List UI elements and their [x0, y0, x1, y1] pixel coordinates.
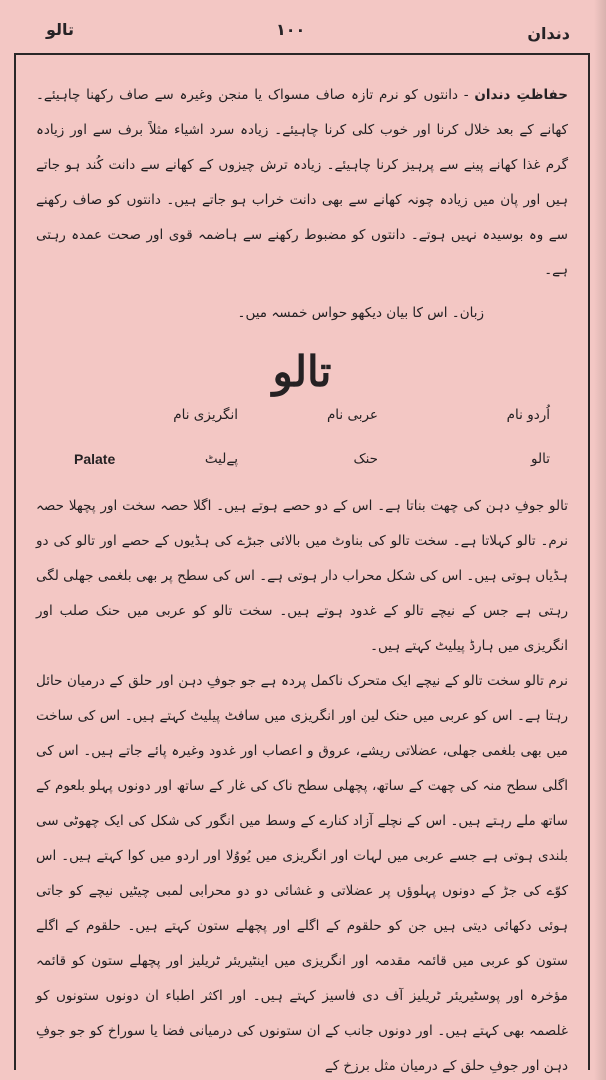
- hifazat-paragraph: [36, 78, 568, 288]
- arabic-name-header: عربی نام: [326, 407, 378, 423]
- arabic-name-value: حنک: [353, 451, 378, 467]
- page-content: [36, 78, 568, 1080]
- page-number: ۱۰۰: [276, 20, 306, 39]
- urdu-name-value: تالو: [531, 451, 550, 467]
- running-header: [18, 12, 588, 52]
- hifazat-heading: حفاظتِ دندان: [474, 87, 568, 103]
- names-table: [36, 403, 568, 485]
- header-section-title: تالو: [46, 20, 75, 39]
- zubaan-reference-note: زبان۔ اس کا بیان دیکھو حواس خمسہ میں۔: [237, 305, 484, 321]
- english-urdu-transliteration: پےلیٹ: [204, 451, 238, 467]
- palate-paragraph-2: نرم تالو سخت تالو کے نیچے ایک متحرک ناکمل پردہ ہے جو جوفِ دہن اور حلق کے درمیان حائل رہتا ہے۔ اس کو عربی میں حنک لین اور انگریزی میں سافٹ پیلیٹ کہتے ہیں۔ اس کی ساخت میں بھی بلغمی جھلی، عضلاتی ریشے، عروق و اعصاب اور غدود وغیرہ پائے جاتے ہیں۔ اس کی اگلی سطح منہ کی چھت کے ساتھ، پچھلی سطح ناک کی غار کے ساتھ اور دونوں پہلو بلعوم کے ساتھ ملے رہتے ہیں۔ اس کے نچلے آزاد کنارے کے وسط میں انگور کی شکل کی ایک چھوٹی سی بلندی ہوتی ہے جسے عربی میں لہات اور انگریزی میں یُووُلا اور اردو میں کوا کہتے ہیں۔ اس کوّے کی جڑ کے دونوں پہلوؤں پر عضلاتی و غشائی دو دو محرابی لمبی چیٹیں نیچے کو جاتی ہوئی دکھائی دیتی ہیں جن کو حلقوم کے اگلے اور پچھلے ستون کہتے ہیں۔ حلقوم کے اگلے ستون کو عربی میں قائمہ مقدمہ اور انگریزی میں اینٹیریئر ٹریلیز اور پچھلے ستون کو قائمہ مؤخرہ اور پوسٹیریئر ٹریلیز آف دی فاسیز کہتے ہیں۔ اور اکثر اطباء ان دونوں ستونوں کو غلصمہ بھی کہتے ہیں۔ اور دونوں جانب کے ان ستونوں کی درمیانی فضا یا سوراخ کو جو جوفِ دہن اور جوفِ حلق کے درمیان مثل برزخ کے: [36, 673, 568, 1074]
- header-chapter-title: دندان: [527, 24, 570, 43]
- hifazat-separator: -: [458, 87, 469, 103]
- urdu-name-header: اُردو نام: [506, 407, 550, 423]
- palate-paragraph-1: تالو جوفِ دہن کی چھت بناتا ہے۔ اس کے دو حصے ہوتے ہیں۔ اگلا حصہ سخت اور پچھلا حصہ نرم۔ تالو کہلاتا ہے۔ سخت تالو کی بناوٹ میں بالائی جبڑے کی ہڈیوں کے حصے اور تالو کی دو ہڈیاں ہوتی ہیں۔ اس کی شکل محراب دار ہوتی ہے۔ اس کی سطح پر بھی بلغمی جھلی لگی رہتی ہے جس کے نیچے تالو کے غدود ہوتے ہیں۔ سخت تالو کو عربی میں حنک صلب اور انگریزی میں ہارڈ پیلیٹ کہتے ہیں۔: [36, 498, 568, 654]
- english-name-header: انگریزی نام: [173, 407, 238, 423]
- english-term: Palate: [74, 451, 116, 467]
- section-title: تالو: [272, 347, 332, 396]
- hifazat-text: دانتوں کو نرم تازہ صاف مسواک یا منجن وغیرہ سے صاف رکھنا چاہیئے۔ کھانے کے بعد خلال کرنا اور خوب کلی کرنا چاہیئے۔ زیادہ سرد اشیاء مثلاً برف سے اور زیادہ گرم غذا کھانے پینے سے پرہیز کرنا چاہیئے۔ زیادہ ترش چیزوں کے کھانے سے دانت کُند ہو جاتے ہیں اور پان میں زیادہ چونہ کھانے سے بھی دانت خراب ہو جاتے ہیں۔ دانتوں کو صاف رکھنے سے وہ بوسیدہ نہیں ہوتے۔ دانتوں کو مضبوط رکھنے سے ہاضمہ قوی اور صحت عمدہ رہتی ہے۔: [36, 87, 568, 278]
